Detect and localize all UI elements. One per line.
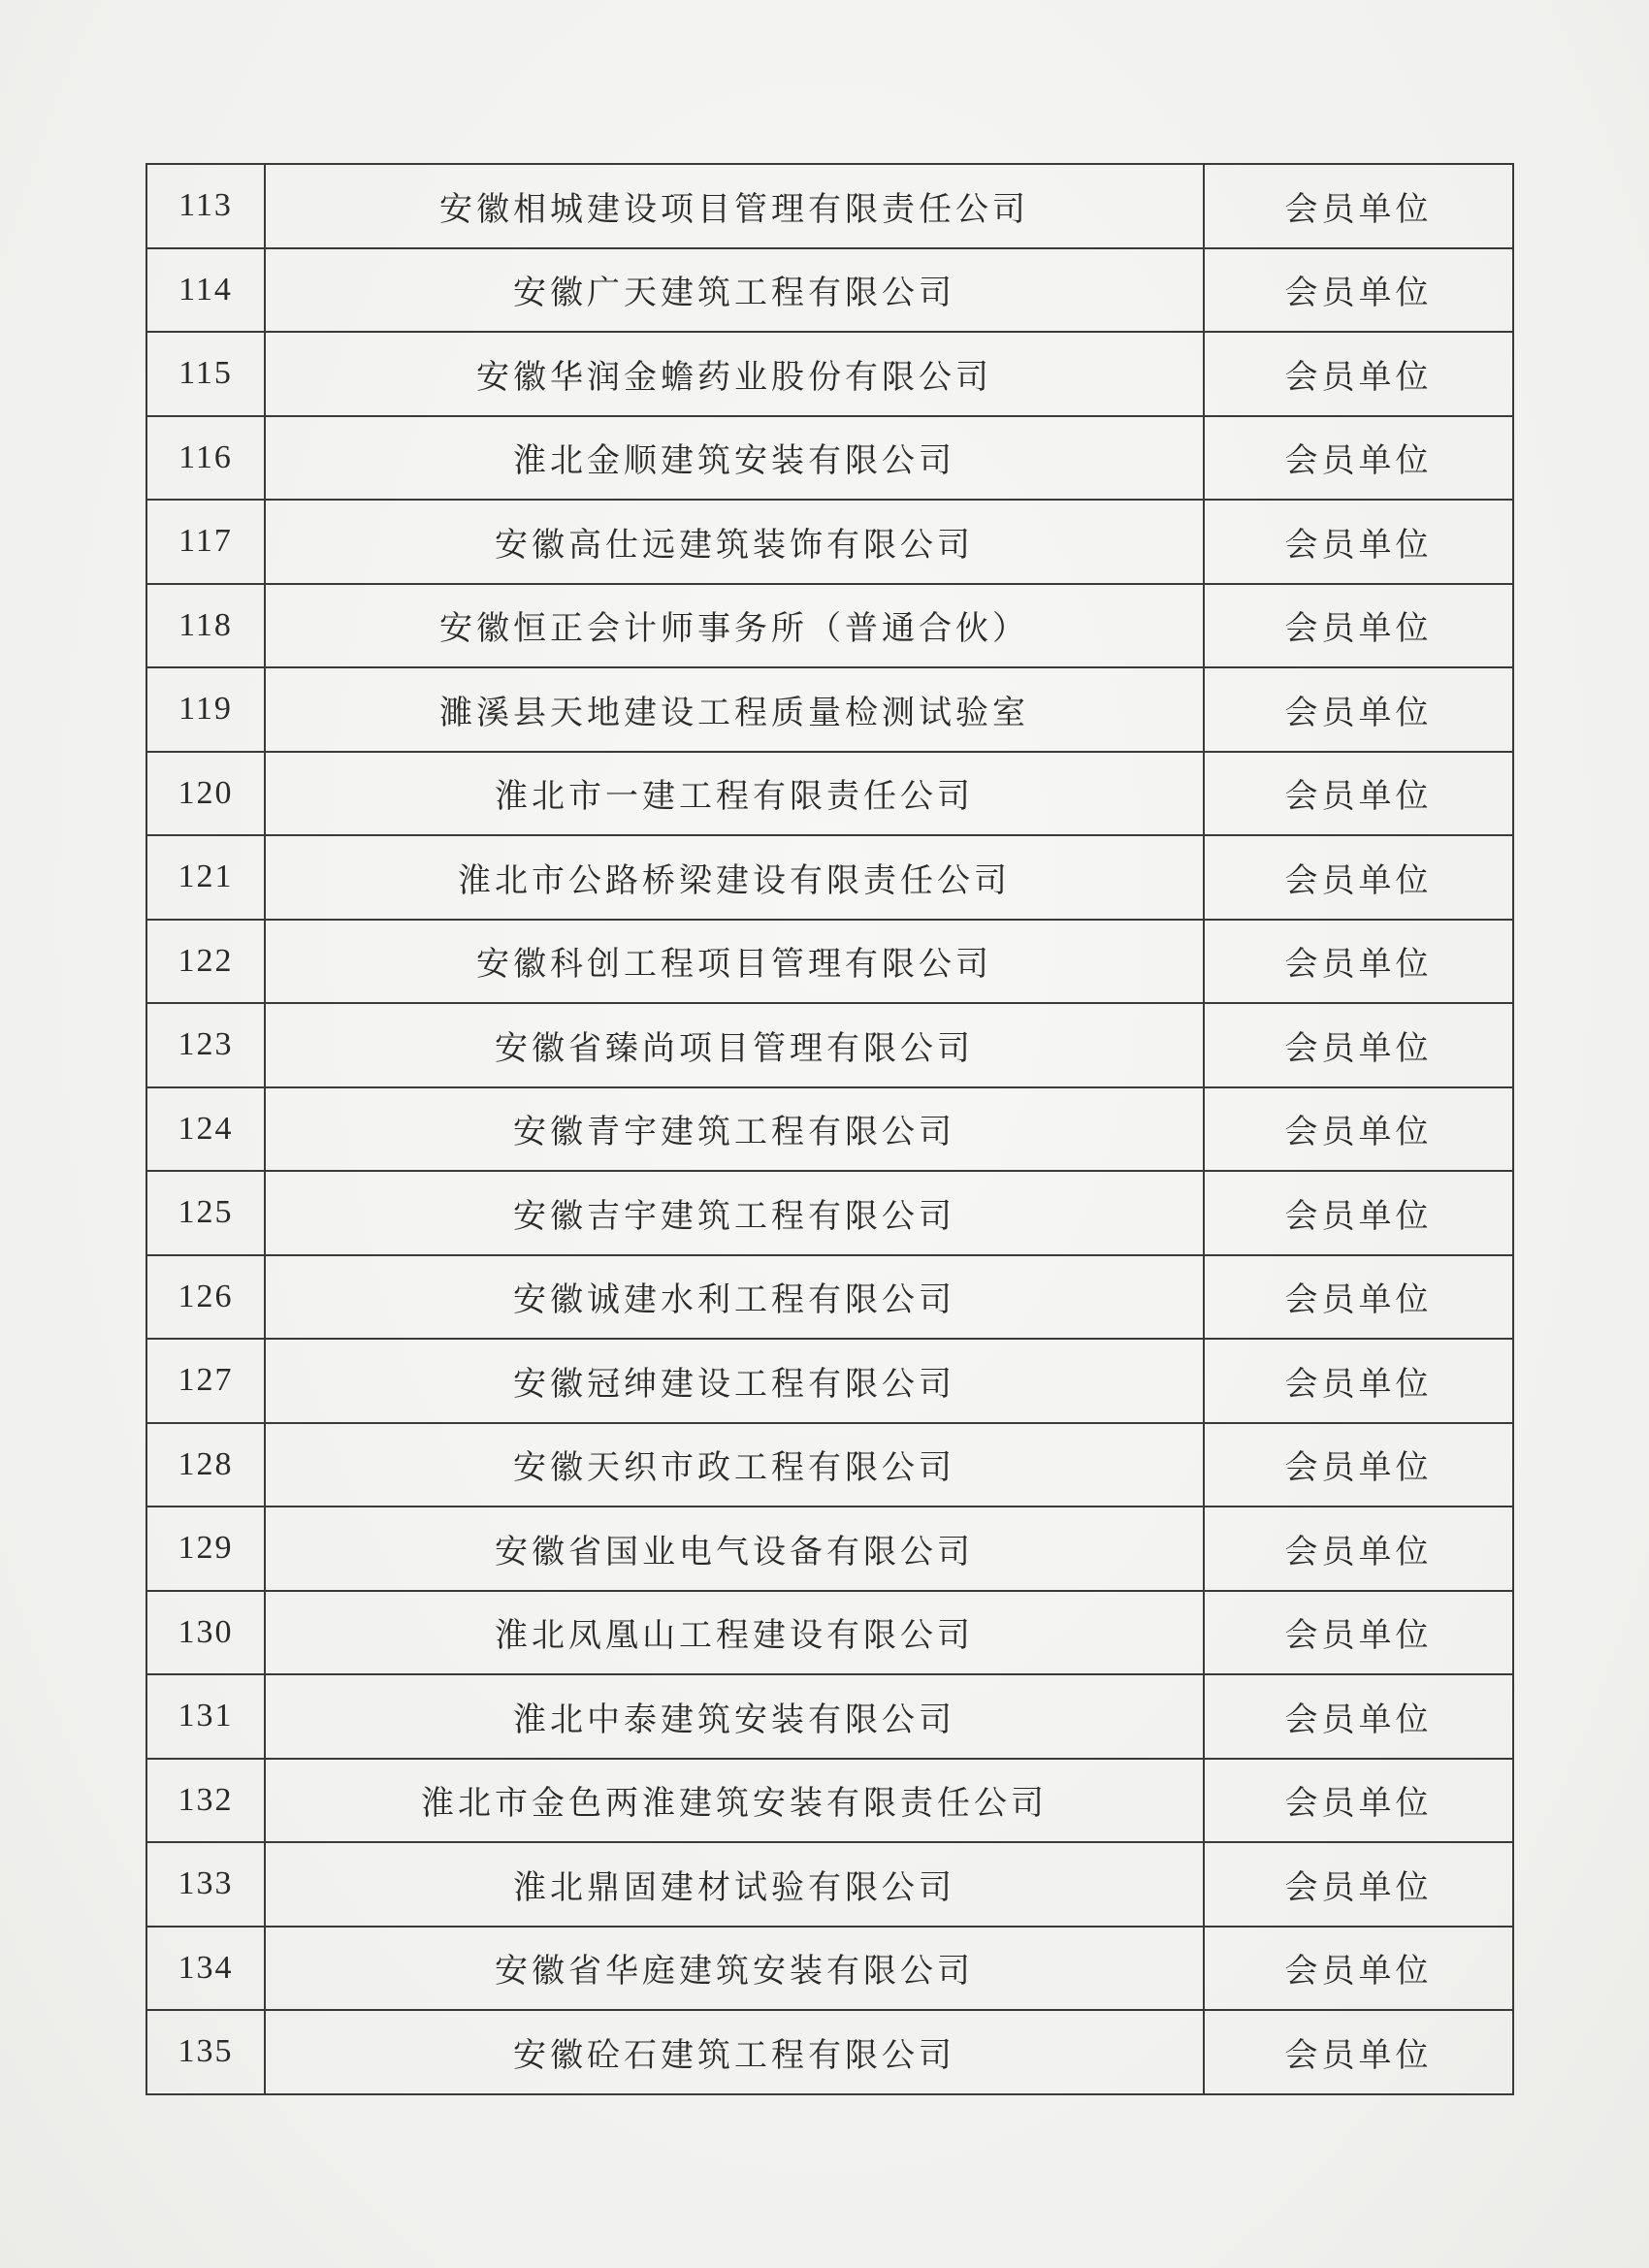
- member-type-cell: 会员单位: [1204, 164, 1513, 248]
- company-name-cell: 安徽相城建设项目管理有限责任公司: [265, 164, 1204, 248]
- table-row: [146, 1171, 1513, 1255]
- member-type-cell: 会员单位: [1204, 1255, 1513, 1340]
- row-number-cell: 117: [146, 500, 265, 584]
- row-number-cell: 126: [146, 1255, 265, 1340]
- table-row: [146, 1003, 1513, 1087]
- table-row: [146, 2010, 1513, 2094]
- member-type-cell: 会员单位: [1204, 1003, 1513, 1087]
- member-type-cell: 会员单位: [1204, 1842, 1513, 1927]
- company-name-cell: 安徽高仕远建筑装饰有限公司: [265, 500, 1204, 584]
- table-row: [146, 416, 1513, 501]
- row-number-cell: 133: [146, 1842, 265, 1927]
- member-type-cell: 会员单位: [1204, 1927, 1513, 2011]
- company-name-cell: 安徽吉宇建筑工程有限公司: [265, 1171, 1204, 1255]
- table-row: [146, 1423, 1513, 1507]
- table-row: [146, 1507, 1513, 1591]
- member-type-cell: 会员单位: [1204, 1674, 1513, 1759]
- company-name-cell: 安徽恒正会计师事务所（普通合伙）: [265, 584, 1204, 668]
- table-row: [146, 1339, 1513, 1423]
- company-name-cell: 安徽省国业电气设备有限公司: [265, 1507, 1204, 1591]
- table-row: [146, 1255, 1513, 1340]
- member-type-cell: 会员单位: [1204, 667, 1513, 752]
- member-type-cell: 会员单位: [1204, 1507, 1513, 1591]
- row-number-cell: 135: [146, 2010, 265, 2094]
- row-number-cell: 114: [146, 248, 265, 333]
- table-row: [146, 835, 1513, 920]
- company-name-cell: 安徽省华庭建筑安装有限公司: [265, 1927, 1204, 2011]
- company-name-cell: 安徽科创工程项目管理有限公司: [265, 920, 1204, 1004]
- table-row: [146, 1087, 1513, 1172]
- row-number-cell: 121: [146, 835, 265, 920]
- row-number-cell: 118: [146, 584, 265, 668]
- company-name-cell: 安徽冠绅建设工程有限公司: [265, 1339, 1204, 1423]
- table-row: [146, 1674, 1513, 1759]
- table-row: [146, 1842, 1513, 1927]
- company-name-cell: 安徽省臻尚项目管理有限公司: [265, 1003, 1204, 1087]
- company-name-cell: 淮北市金色两淮建筑安装有限责任公司: [265, 1759, 1204, 1843]
- company-name-cell: 安徽砼石建筑工程有限公司: [265, 2010, 1204, 2094]
- member-type-cell: 会员单位: [1204, 752, 1513, 836]
- table-row: [146, 667, 1513, 752]
- table-row: [146, 584, 1513, 668]
- member-type-cell: 会员单位: [1204, 920, 1513, 1004]
- company-name-cell: 淮北市公路桥梁建设有限责任公司: [265, 835, 1204, 920]
- member-type-cell: 会员单位: [1204, 584, 1513, 668]
- row-number-cell: 113: [146, 164, 265, 248]
- member-list-table: [146, 163, 1514, 2095]
- member-type-cell: 会员单位: [1204, 500, 1513, 584]
- table-row: [146, 752, 1513, 836]
- row-number-cell: 124: [146, 1087, 265, 1172]
- member-type-cell: 会员单位: [1204, 1759, 1513, 1843]
- member-type-cell: 会员单位: [1204, 248, 1513, 333]
- member-type-cell: 会员单位: [1204, 416, 1513, 501]
- company-name-cell: 安徽青宇建筑工程有限公司: [265, 1087, 1204, 1172]
- company-name-cell: 濉溪县天地建设工程质量检测试验室: [265, 667, 1204, 752]
- member-type-cell: 会员单位: [1204, 1171, 1513, 1255]
- row-number-cell: 115: [146, 332, 265, 416]
- company-name-cell: 安徽华润金蟾药业股份有限公司: [265, 332, 1204, 416]
- company-name-cell: 安徽天织市政工程有限公司: [265, 1423, 1204, 1507]
- table-row: [146, 1759, 1513, 1843]
- row-number-cell: 129: [146, 1507, 265, 1591]
- row-number-cell: 116: [146, 416, 265, 501]
- row-number-cell: 119: [146, 667, 265, 752]
- company-name-cell: 淮北金顺建筑安装有限公司: [265, 416, 1204, 501]
- table-row: [146, 164, 1513, 248]
- table-row: [146, 248, 1513, 333]
- company-name-cell: 淮北中泰建筑安装有限公司: [265, 1674, 1204, 1759]
- company-name-cell: 淮北鼎固建材试验有限公司: [265, 1842, 1204, 1927]
- row-number-cell: 120: [146, 752, 265, 836]
- company-name-cell: 淮北市一建工程有限责任公司: [265, 752, 1204, 836]
- row-number-cell: 130: [146, 1591, 265, 1675]
- table-row: [146, 1927, 1513, 2011]
- member-type-cell: 会员单位: [1204, 1339, 1513, 1423]
- table-row: [146, 332, 1513, 416]
- row-number-cell: 125: [146, 1171, 265, 1255]
- member-type-cell: 会员单位: [1204, 2010, 1513, 2094]
- row-number-cell: 134: [146, 1927, 265, 2011]
- row-number-cell: 128: [146, 1423, 265, 1507]
- company-name-cell: 淮北凤凰山工程建设有限公司: [265, 1591, 1204, 1675]
- row-number-cell: 132: [146, 1759, 265, 1843]
- row-number-cell: 131: [146, 1674, 265, 1759]
- member-list-body: [146, 164, 1513, 2094]
- row-number-cell: 127: [146, 1339, 265, 1423]
- row-number-cell: 123: [146, 1003, 265, 1087]
- company-name-cell: 安徽广天建筑工程有限公司: [265, 248, 1204, 333]
- table-row: [146, 1591, 1513, 1675]
- member-type-cell: 会员单位: [1204, 1591, 1513, 1675]
- member-type-cell: 会员单位: [1204, 835, 1513, 920]
- table-row: [146, 920, 1513, 1004]
- member-type-cell: 会员单位: [1204, 332, 1513, 416]
- member-type-cell: 会员单位: [1204, 1087, 1513, 1172]
- table-row: [146, 500, 1513, 584]
- row-number-cell: 122: [146, 920, 265, 1004]
- member-type-cell: 会员单位: [1204, 1423, 1513, 1507]
- company-name-cell: 安徽诚建水利工程有限公司: [265, 1255, 1204, 1340]
